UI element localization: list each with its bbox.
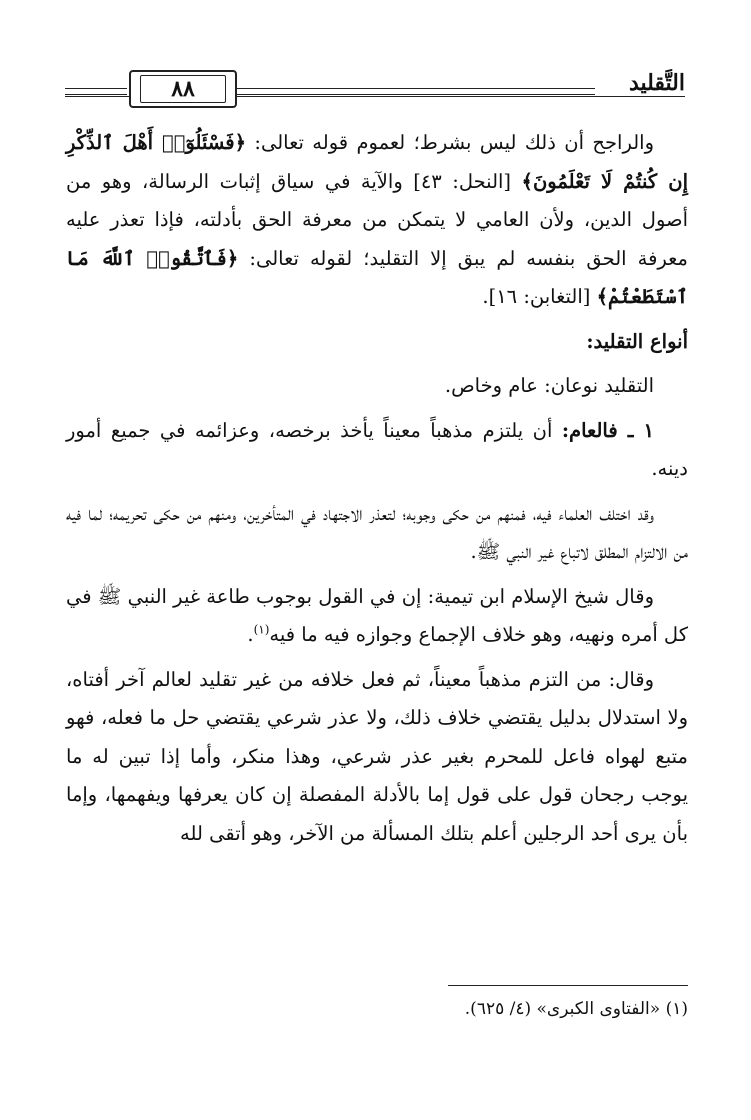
paragraph-4: وقد اختلف العلماء فيه، فمنهم من حكى وجوبه؛ لتعذر الاجتهاد في المتأخرين، ومنهم من حكى تحريمه؛ لما فيه من الالتزام المطلق لاتباع غير النبي ﷺ.	[66, 501, 688, 563]
paragraph-1: والراجح أن ذلك ليس بشرط؛ لعموم قوله تعالى: ﴿فَسْئَلُوٓا۟ أَهْلَ ٱلذِّكْرِ إِن كُنتُمْ لَا تَعْلَمُونَ﴾ [النحل: ٤٣] والآية في سياق إثبات الرسالة، وهو من أصول الدين، ولأن العامي لا يتمكن من معرفة الحق بأدلته، فإذا تعذر عليه معرفة الحق بنفسه لم يبق إلا التقليد؛ لقوله تعالى: ﴿فَٱتَّقُوا۟ ٱللَّهَ مَا ٱسْتَطَعْتُمْ﴾ [التغابن: ١٦].	[66, 131, 688, 308]
paragraph-5: وقال شيخ الإسلام ابن تيمية: إن في القول بوجوب طاعة غير النبي ﷺ في كل أمره ونهيه، وهو خلاف الإجماع وجوازه فيه ما فيه$^{(١)}$.	[66, 584, 688, 646]
page-number: ٨٨	[171, 76, 195, 102]
page-header	[65, 64, 685, 108]
section-heading: أنواع التقليد:	[586, 329, 688, 353]
header-double-rule-right	[235, 88, 595, 95]
page-body	[66, 124, 688, 859]
footnote-ref[interactable]: (١)	[253, 622, 270, 637]
quran-verse: ﴿فَسْئَلُوٓا۟ أَهْلَ ٱلذِّكْرِ إِن كُنتُمْ لَا تَعْلَمُونَ﴾	[66, 131, 688, 193]
item-lead: ١ ـ فالعام:	[561, 418, 654, 442]
quran-verse-2: ﴿فَٱتَّقُوا۟ ٱللَّهَ مَا ٱسْتَطَعْتُمْ﴾	[66, 246, 688, 308]
footnote: (١) «الفتاوى الكبرى» (٤/ ٦٢٥).	[464, 999, 688, 1019]
footnote-rule	[448, 985, 688, 986]
running-title: التَّقليد	[628, 70, 685, 96]
paragraph-2: التقليد نوعان: عام وخاص.	[444, 374, 654, 397]
paragraph-6: وقال: من التزم مذهباً معيناً، ثم فعل خلافه من غير تقليد لعالم آخر أفتاه، ولا استدلال بدليل يقتضي خلاف ذلك، ولا عذر شرعي يقتضي حل ما فعله، فهو متبع لهواه فاعل للمحرم بغير عذر شرعي، وهذا منكر، وأما إذا تبين له ما يوجب رجحان قول على قول إما بالأدلة المفصلة إن كان يعرفها ويفهمها، وإما بأن يرى أحد الرجلين أعلم بتلك المسألة من الآخر، وهو أتقى لله	[66, 667, 688, 845]
header-double-rule-left	[65, 88, 127, 95]
paragraph-3: ١ ـ فالعام: أن يلتزم مذهباً معيناً يأخذ برخصه، وعزائمه في جميع أمور دينه.	[66, 418, 688, 480]
page-number-frame	[129, 70, 237, 108]
